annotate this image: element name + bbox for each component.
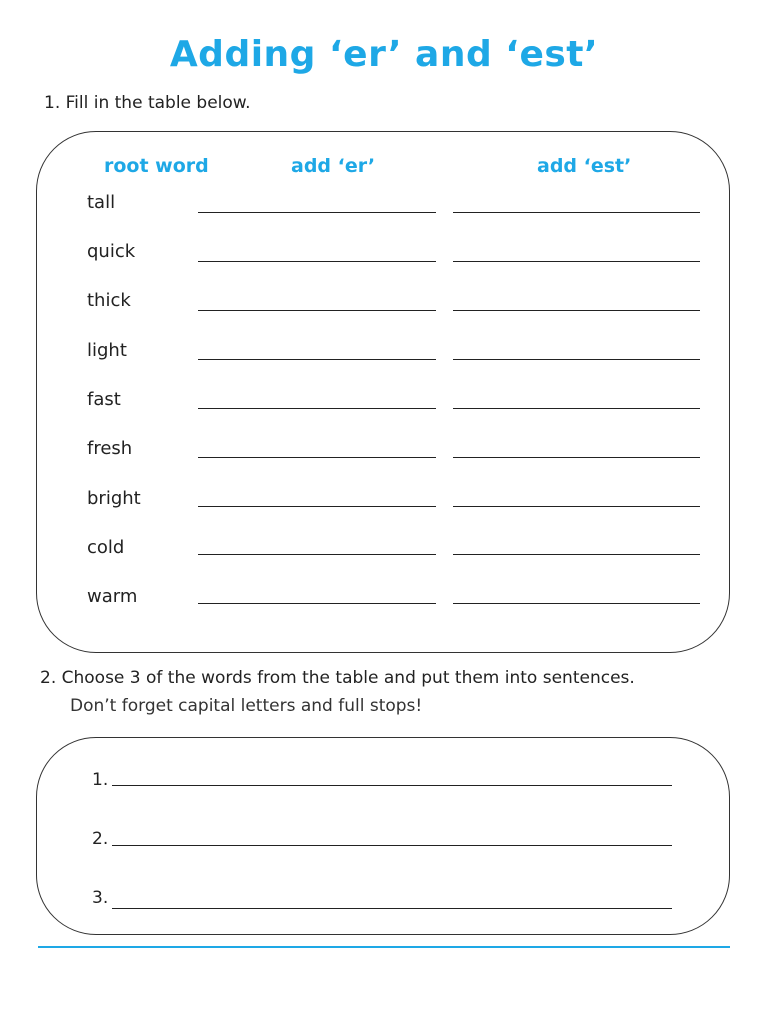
worksheet-title: Adding ‘er’ and ‘est’: [169, 34, 599, 75]
answer-line-est-bright[interactable]: [453, 506, 700, 507]
sentences-frame: [36, 737, 730, 935]
column-header-add-er: add ‘er’: [291, 155, 376, 177]
sentence-line-2[interactable]: [112, 845, 672, 846]
root-word-quick: quick: [87, 241, 136, 262]
root-word-tall: tall: [87, 192, 116, 213]
root-word-fast: fast: [87, 389, 121, 410]
answer-line-est-fast[interactable]: [453, 408, 700, 409]
question-2-instruction: 2. Choose 3 of the words from the table and put them into sentences.: [40, 668, 635, 688]
answer-line-est-fresh[interactable]: [453, 457, 700, 458]
sentence-number-3: 3.: [92, 888, 109, 908]
column-header-root-word: root word: [104, 155, 209, 177]
answer-line-est-tall[interactable]: [453, 212, 700, 213]
column-header-add-est: add ‘est’: [537, 155, 632, 177]
sentence-line-1[interactable]: [112, 785, 672, 786]
root-word-thick: thick: [87, 290, 131, 311]
question-2-reminder: Don’t forget capital letters and full stops!: [70, 696, 423, 716]
question-1-instruction: 1. Fill in the table below.: [44, 93, 251, 113]
answer-line-est-light[interactable]: [453, 359, 700, 360]
answer-line-er-fresh[interactable]: [198, 457, 436, 458]
word-table-frame: [36, 131, 730, 653]
answer-line-est-quick[interactable]: [453, 261, 700, 262]
answer-line-er-fast[interactable]: [198, 408, 436, 409]
answer-line-est-warm[interactable]: [453, 603, 700, 604]
answer-line-er-bright[interactable]: [198, 506, 436, 507]
sentence-number-2: 2.: [92, 829, 109, 849]
answer-line-er-thick[interactable]: [198, 310, 436, 311]
answer-line-er-tall[interactable]: [198, 212, 436, 213]
root-word-bright: bright: [87, 488, 141, 509]
answer-line-er-light[interactable]: [198, 359, 436, 360]
root-word-fresh: fresh: [87, 438, 133, 459]
footer-divider: [38, 946, 730, 948]
answer-line-er-cold[interactable]: [198, 554, 436, 555]
sentence-line-3[interactable]: [112, 908, 672, 909]
answer-line-er-warm[interactable]: [198, 603, 436, 604]
root-word-light: light: [87, 340, 127, 361]
root-word-cold: cold: [87, 537, 125, 558]
answer-line-est-cold[interactable]: [453, 554, 700, 555]
answer-line-est-thick[interactable]: [453, 310, 700, 311]
answer-line-er-quick[interactable]: [198, 261, 436, 262]
sentence-number-1: 1.: [92, 770, 109, 790]
root-word-warm: warm: [87, 586, 138, 607]
